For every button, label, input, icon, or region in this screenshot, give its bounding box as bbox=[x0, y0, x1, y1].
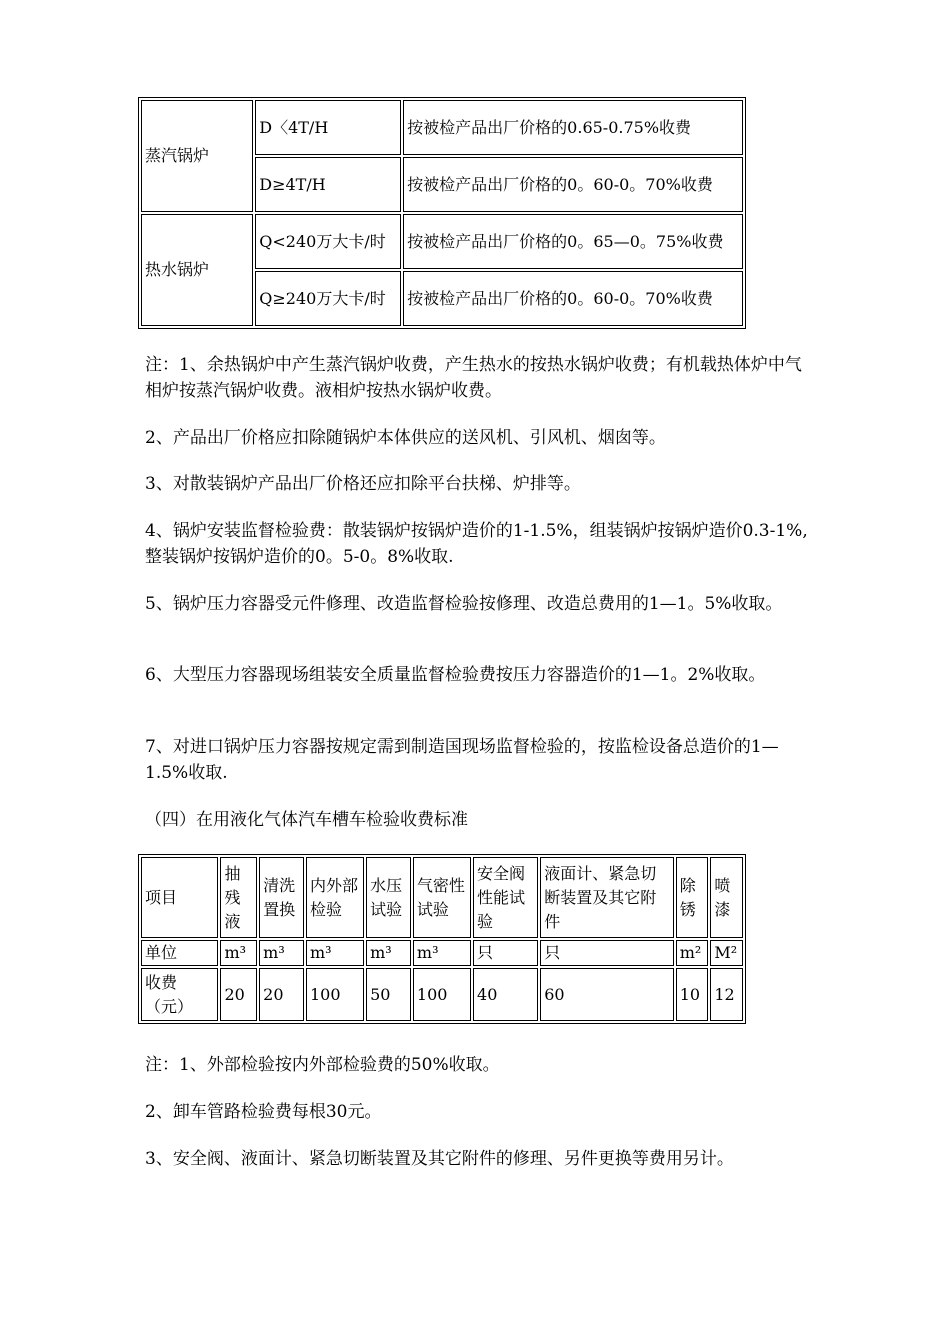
table-cell-condition: D〈4T/H bbox=[255, 100, 401, 155]
table-header-cell: 水压试验 bbox=[366, 857, 411, 938]
note-paragraph: 2、卸车管路检验费每根30元。 bbox=[145, 1102, 382, 1122]
table-cell-fee: 按被检产品出厂价格的0。60-0。70%收费 bbox=[403, 157, 743, 212]
table-header-cell: 内外部检验 bbox=[306, 857, 364, 938]
note-paragraph: 3、安全阀、液面计、紧急切断装置及其它附件的修理、另件更换等费用另计。 bbox=[145, 1149, 734, 1169]
note-paragraph: 3、对散装锅炉产品出厂价格还应扣除平台扶梯、炉排等。 bbox=[145, 474, 581, 494]
table-cell-fee: 100 bbox=[306, 968, 364, 1021]
table-cell-unit: 只 bbox=[540, 940, 674, 966]
table-cell-fee: 10 bbox=[676, 968, 709, 1021]
table-cell-unit: m² bbox=[676, 940, 709, 966]
note-paragraph: 注：1、外部检验按内外部检验费的50%收取。 bbox=[145, 1055, 500, 1075]
table-header-cell: 清洗置换 bbox=[259, 857, 304, 938]
section-title: （四）在用液化气体汽车槽车检验收费标准 bbox=[145, 810, 468, 830]
table-cell-fee: 20 bbox=[220, 968, 257, 1021]
tanker-fee-table bbox=[138, 854, 746, 1024]
note-paragraph: 7、对进口锅炉压力容器按规定需到制造国现场监督检验的，按监检设备总造价的1—1.5%收取. bbox=[145, 737, 779, 783]
note-paragraph: 注：1、余热锅炉中产生蒸汽锅炉收费，产生热水的按热水锅炉收费；有机载热体炉中气相炉按蒸汽锅炉收费。液相炉按热水锅炉收费。 bbox=[145, 355, 802, 401]
table-cell-unit: M² bbox=[710, 940, 743, 966]
table-cell-fee: 按被检产品出厂价格的0。65—0。75%收费 bbox=[403, 214, 743, 269]
table-cell-unit: m³ bbox=[413, 940, 471, 966]
table-cell-fee: 40 bbox=[473, 968, 538, 1021]
table-cell-fee: 12 bbox=[710, 968, 743, 1021]
note-paragraph: 2、产品出厂价格应扣除随锅炉本体供应的送风机、引风机、烟囱等。 bbox=[145, 428, 666, 448]
table-cell-fee: 100 bbox=[413, 968, 471, 1021]
table-cell-unit: m³ bbox=[259, 940, 304, 966]
table-cell-condition: D≥4T/H bbox=[255, 157, 401, 212]
table-header-cell: 喷漆 bbox=[710, 857, 743, 938]
table-cell-fee: 50 bbox=[366, 968, 411, 1021]
table-cell-group: 热水锅炉 bbox=[141, 214, 253, 326]
table-cell-condition: Q≥240万大卡/时 bbox=[255, 271, 401, 326]
table-cell-unit: m³ bbox=[366, 940, 411, 966]
table-cell-unit: 只 bbox=[473, 940, 538, 966]
table-header-cell: 抽残液 bbox=[220, 857, 257, 938]
note-paragraph: 6、大型压力容器现场组装安全质量监督检验费按压力容器造价的1—1。2%收取。 bbox=[145, 665, 766, 685]
table-cell-fee: 60 bbox=[540, 968, 674, 1021]
boiler-fee-table bbox=[138, 97, 746, 329]
table-cell-fee: 按被检产品出厂价格的0。60-0。70%收费 bbox=[403, 271, 743, 326]
note-paragraph: 4、锅炉安装监督检验费：散装锅炉按锅炉造价的1-1.5%，组装锅炉按锅炉造价0.3-1%,整装锅炉按锅炉造价的0。5-0。8%收取. bbox=[145, 521, 808, 567]
note-paragraph: 5、锅炉压力容器受元件修理、改造监督检验按修理、改造总费用的1—1。5%收取。 bbox=[145, 594, 783, 614]
table-header-cell: 项目 bbox=[141, 857, 218, 938]
table-cell-fee-label: 收费（元） bbox=[141, 968, 218, 1021]
table-header-cell: 气密性试验 bbox=[413, 857, 471, 938]
table-cell-unit: m³ bbox=[306, 940, 364, 966]
table-cell-unit: m³ bbox=[220, 940, 257, 966]
table-header-cell: 除锈 bbox=[676, 857, 709, 938]
table-cell-group: 蒸汽锅炉 bbox=[141, 100, 253, 212]
table-cell-unit-label: 单位 bbox=[141, 940, 218, 966]
table-header-cell: 安全阀性能试验 bbox=[473, 857, 538, 938]
table-header-cell: 液面计、紧急切断装置及其它附件 bbox=[540, 857, 674, 938]
table-cell-condition: Q<240万大卡/时 bbox=[255, 214, 401, 269]
table-cell-fee: 20 bbox=[259, 968, 304, 1021]
table-cell-fee: 按被检产品出厂价格的0.65-0.75%收费 bbox=[403, 100, 743, 155]
